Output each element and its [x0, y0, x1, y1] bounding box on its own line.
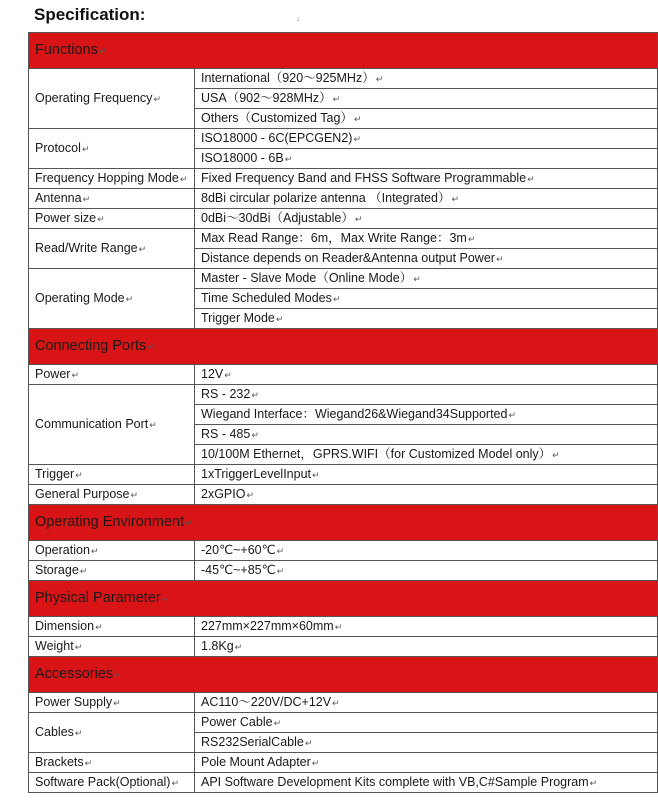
paragraph-mark: ↵	[273, 718, 282, 728]
section-title-text: Accessories	[35, 666, 114, 682]
paragraph-mark: ↵	[185, 518, 193, 528]
spec-value-text: 10/100M Ethernet，GPRS.WIFI（for Customized Model only）	[201, 447, 552, 461]
table-row	[29, 485, 658, 505]
section-title-text: Physical Parameter	[35, 590, 161, 606]
spec-label	[29, 753, 195, 773]
spec-label-text: Dimension	[35, 619, 95, 633]
spec-value	[195, 109, 658, 129]
spec-value-text: ISO18000 - 6C(EPCGEN2)	[201, 131, 353, 145]
spec-value	[195, 229, 658, 249]
paragraph-mark: ↵	[527, 174, 535, 184]
spec-value	[195, 425, 658, 445]
paragraph-mark: ↵	[508, 410, 516, 420]
paragraph-mark: ↵	[234, 642, 243, 652]
spec-value	[195, 249, 658, 269]
spec-value	[195, 405, 658, 425]
paragraph-mark: ↵	[495, 254, 504, 264]
spec-label	[29, 385, 195, 465]
spec-value-text: Others（Customized Tag）	[201, 111, 353, 125]
spec-value-text: Power Cable	[201, 715, 273, 729]
paragraph-mark: ↵	[276, 566, 285, 576]
spec-value-text: 12V	[201, 367, 224, 381]
spec-value	[195, 617, 658, 637]
spec-value-text: RS - 232	[201, 387, 251, 401]
spec-value-text: AC110～220V/DC+12V	[201, 695, 332, 709]
spec-value	[195, 733, 658, 753]
section-title-text: Connecting Ports	[35, 338, 147, 354]
spec-label-text: Storage	[35, 563, 79, 577]
paragraph-mark: ↵	[312, 470, 320, 480]
paragraph-mark: ↵	[353, 134, 361, 144]
spec-value	[195, 365, 658, 385]
spec-label-text: Trigger	[35, 467, 75, 481]
spec-value-text: Fixed Frequency Band and FHSS Software Programmable	[201, 171, 527, 185]
paragraph-mark: ↵	[332, 698, 340, 708]
paragraph-mark: ↵	[354, 214, 363, 224]
section-header	[29, 657, 658, 693]
paragraph-mark: ↵	[113, 698, 121, 708]
paragraph-mark: ↵	[81, 144, 90, 154]
spec-label	[29, 69, 195, 129]
section-header	[29, 505, 658, 541]
page-title: Specification:	[34, 5, 146, 24]
spec-label	[29, 365, 195, 385]
spec-value-text: Max Read Range：6m，Max Write Range：3m	[201, 231, 467, 245]
spec-value	[195, 209, 658, 229]
table-row	[29, 365, 658, 385]
section-title	[29, 329, 658, 365]
paragraph-mark: ↵	[98, 46, 107, 56]
section-title	[29, 657, 658, 693]
spec-value-text: 2xGPIO	[201, 487, 246, 501]
spec-label	[29, 773, 195, 793]
spec-label-text: Brackets	[35, 755, 84, 769]
paragraph-mark: ↵	[334, 622, 343, 632]
spec-label-text: Frequency Hopping Mode	[35, 170, 179, 185]
paragraph-mark: ↵	[332, 294, 341, 304]
spec-value-text: RS232SerialCable	[201, 735, 304, 749]
paragraph-mark: ↵	[451, 194, 459, 204]
spec-value-text: -45℃~+85℃	[201, 563, 276, 577]
paragraph-mark: ↵	[552, 450, 560, 460]
spec-label	[29, 129, 195, 169]
spec-value	[195, 169, 658, 189]
spec-label-text: Protocol	[35, 141, 81, 155]
table-row	[29, 69, 658, 89]
section-title-text: Operating Environment	[35, 514, 185, 530]
paragraph-mark: ↵	[97, 214, 105, 224]
section-header	[29, 581, 658, 617]
paragraph-mark: ↵	[114, 670, 122, 680]
spec-value	[195, 693, 658, 713]
paragraph-mark: ↵	[130, 490, 139, 500]
paragraph-mark: ↵	[138, 244, 147, 254]
spec-value-text: Pole Mount Adapter	[201, 755, 311, 769]
paragraph-mark: ↓	[296, 14, 300, 23]
section-title	[29, 581, 658, 617]
spec-label-text: Operating Frequency	[35, 91, 153, 105]
section-title	[29, 33, 658, 69]
spec-value-text: International（920～925MHz）	[201, 71, 375, 85]
table-row	[29, 541, 658, 561]
paragraph-mark: ↵	[353, 114, 362, 124]
spec-value-text: ISO18000 - 6B	[201, 151, 284, 165]
paragraph-mark: ↵	[304, 738, 313, 748]
spec-value	[195, 289, 658, 309]
spec-value-text: Time Scheduled Modes	[201, 291, 332, 305]
paragraph-mark: ↵	[275, 314, 284, 324]
spec-label-text: Power Supply	[35, 695, 113, 709]
spec-value	[195, 309, 658, 329]
spec-value	[195, 129, 658, 149]
table-row	[29, 169, 658, 189]
spec-value-text: 1.8Kg	[201, 639, 234, 653]
paragraph-mark: ↵	[161, 594, 170, 604]
table-row	[29, 465, 658, 485]
spec-label	[29, 229, 195, 269]
spec-label-text: Cables	[35, 725, 74, 739]
spec-value-text: 227mm×227mm×60mm	[201, 619, 334, 633]
paragraph-mark: ↵	[311, 758, 320, 768]
table-row	[29, 637, 658, 657]
spec-value-text: Master - Slave Mode（Online Mode）	[201, 271, 413, 285]
table-row	[29, 269, 658, 289]
spec-value	[195, 189, 658, 209]
spec-label	[29, 693, 195, 713]
spec-value	[195, 713, 658, 733]
spec-value-text: RS - 485	[201, 427, 251, 441]
table-row	[29, 129, 658, 149]
spec-value	[195, 541, 658, 561]
spec-value-text: 0dBi～30dBi（Adjustable）	[201, 211, 354, 225]
table-row	[29, 773, 658, 793]
paragraph-mark: ↵	[251, 390, 259, 400]
spec-value	[195, 485, 658, 505]
paragraph-mark: ↵	[125, 294, 134, 304]
spec-value-text: USA（902～928MHz）	[201, 91, 332, 105]
spec-value	[195, 149, 658, 169]
spec-label-text: Communication Port	[35, 417, 149, 431]
spec-label	[29, 189, 195, 209]
spec-value-text: Wiegand Interface：Wiegand26&Wiegand34Supported	[201, 407, 508, 421]
paragraph-mark: ↵	[375, 74, 384, 84]
table-row	[29, 189, 658, 209]
paragraph-mark: ↵	[246, 490, 255, 500]
specification-table	[28, 32, 658, 793]
table-row	[29, 229, 658, 249]
section-title-text: Functions	[35, 42, 98, 58]
spec-value	[195, 385, 658, 405]
paragraph-mark: ↵	[95, 622, 103, 632]
spec-label-text: Antenna	[35, 191, 82, 205]
paragraph-mark: ↵	[90, 546, 99, 556]
paragraph-mark: ↵	[84, 758, 93, 768]
paragraph-mark: ↵	[149, 420, 157, 430]
spec-value-text: 8dBi circular polarize antenna （Integrated）	[201, 191, 451, 205]
paragraph-mark: ↵	[179, 173, 188, 184]
paragraph-mark: ↵	[74, 728, 83, 738]
spec-label-text: Read/Write Range	[35, 241, 138, 255]
paragraph-mark: ↵	[251, 430, 259, 440]
spec-value	[195, 773, 658, 793]
spec-label	[29, 209, 195, 229]
section-title	[29, 505, 658, 541]
spec-value	[195, 561, 658, 581]
spec-label	[29, 713, 195, 753]
spec-value	[195, 69, 658, 89]
spec-value	[195, 445, 658, 465]
spec-value	[195, 637, 658, 657]
paragraph-mark: ↵	[467, 234, 476, 244]
spec-label-text: Operation	[35, 543, 90, 557]
spec-label	[29, 465, 195, 485]
spec-label-text: Power size	[35, 211, 97, 225]
spec-label-text: Software Pack(Optional)	[35, 775, 171, 789]
spec-value	[195, 269, 658, 289]
paragraph-mark: ↵	[171, 778, 180, 788]
table-row	[29, 385, 658, 405]
table-row	[29, 713, 658, 733]
spec-label	[29, 561, 195, 581]
table-row	[29, 209, 658, 229]
table-row	[29, 693, 658, 713]
spec-label	[29, 617, 195, 637]
spec-label-text: Weight	[35, 639, 74, 653]
spec-label-text: Operating Mode	[35, 291, 125, 305]
paragraph-mark: ↵	[147, 342, 155, 352]
spec-value-text: -20℃~+60℃	[201, 543, 276, 557]
paragraph-mark: ↵	[589, 778, 598, 788]
spec-label	[29, 169, 195, 189]
paragraph-mark: ↵	[82, 194, 91, 204]
paragraph-mark: ↵	[413, 274, 421, 284]
spec-value-text: Trigger Mode	[201, 311, 275, 325]
spec-value-text: API Software Development Kits complete with VB,C#Sample Program	[201, 775, 589, 789]
spec-label-text: General Purpose	[35, 487, 130, 501]
spec-label	[29, 485, 195, 505]
spec-label	[29, 541, 195, 561]
spec-value	[195, 465, 658, 485]
paragraph-mark: ↵	[276, 546, 285, 556]
paragraph-mark: ↵	[71, 370, 79, 380]
paragraph-mark: ↵	[75, 470, 83, 480]
paragraph-mark: ↵	[74, 642, 83, 652]
table-row	[29, 561, 658, 581]
spec-label-text: Power	[35, 367, 71, 381]
section-header	[29, 33, 658, 69]
paragraph-mark: ↵	[332, 94, 341, 104]
paragraph-mark: ↵	[153, 94, 161, 104]
spec-label	[29, 637, 195, 657]
paragraph-mark: ↵	[284, 154, 293, 164]
spec-value-text: 1xTriggerLevelInput	[201, 467, 312, 481]
spec-label	[29, 269, 195, 329]
table-row	[29, 617, 658, 637]
paragraph-mark: ↵	[224, 370, 232, 380]
spec-value	[195, 89, 658, 109]
table-row	[29, 753, 658, 773]
spec-value	[195, 753, 658, 773]
paragraph-mark: ↵	[79, 566, 88, 576]
section-header	[29, 329, 658, 365]
spec-value-text: Distance depends on Reader&Antenna output Power	[201, 251, 495, 265]
